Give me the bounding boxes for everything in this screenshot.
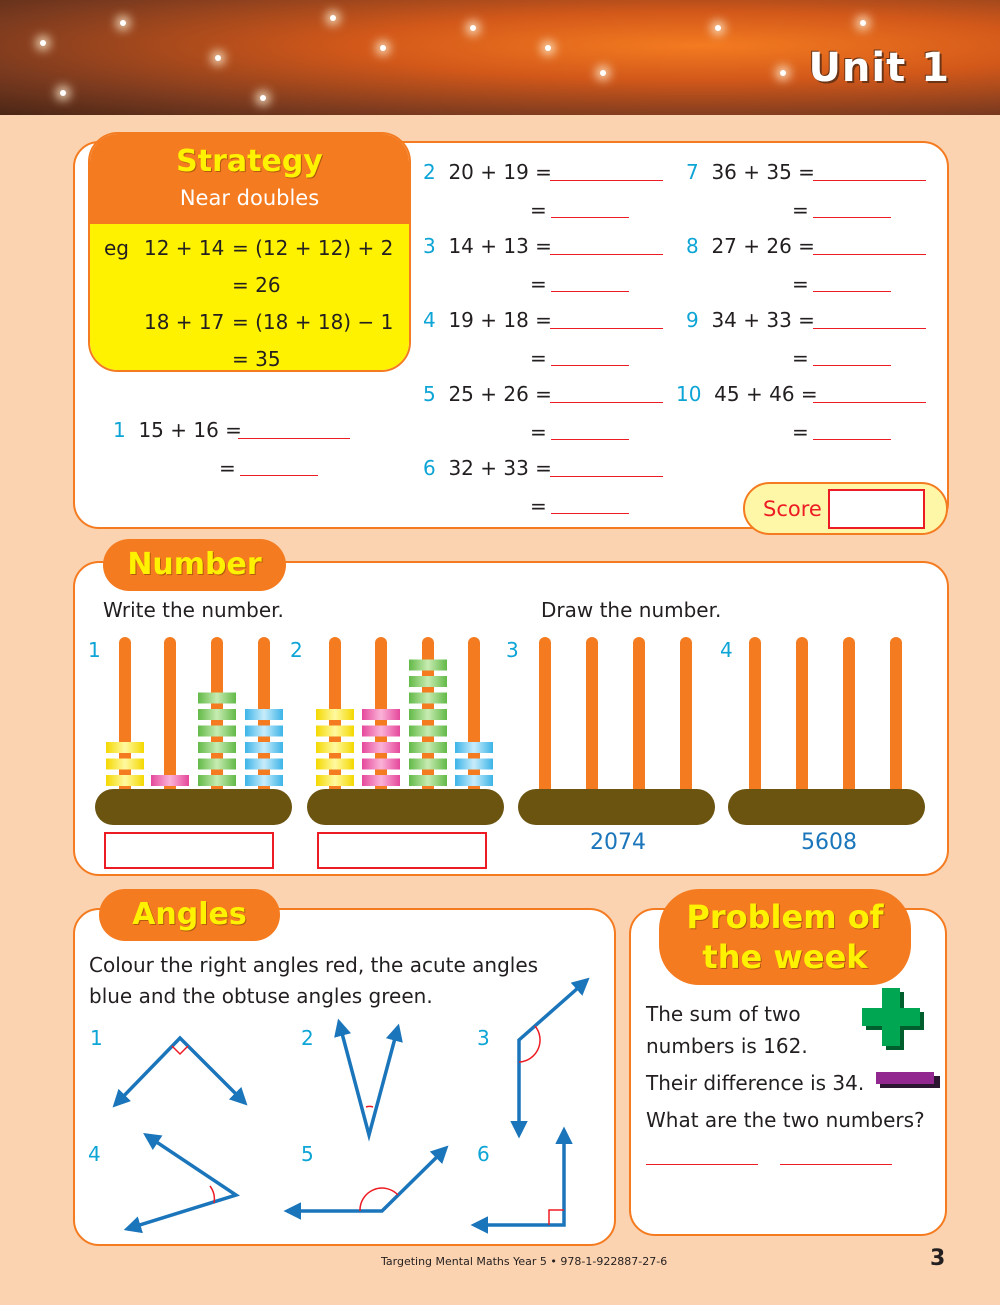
abacus-label: 2 [290, 638, 303, 662]
angle-label: 2 [301, 1026, 314, 1050]
problem-answer-line-2[interactable] [780, 1164, 892, 1165]
question-number: 2 [423, 160, 436, 184]
angle-3[interactable] [519, 980, 587, 1135]
minus-icon [876, 1072, 940, 1088]
angle-1[interactable] [115, 1038, 245, 1105]
angle-4[interactable] [127, 1135, 236, 1229]
example-step: = (12 + 12) + 2 [232, 236, 394, 260]
question-expression: 14 + 13 = [448, 234, 552, 258]
problem-tab [659, 889, 911, 985]
angle-5[interactable] [287, 1148, 446, 1211]
problem-answer-line-1[interactable] [646, 1164, 758, 1165]
problem-line-4: What are the two numbers? [646, 1108, 925, 1132]
angle-label: 3 [477, 1026, 490, 1050]
plus-icon [862, 988, 924, 1050]
draw-instruction: Draw the number. [541, 598, 722, 622]
angle-2[interactable] [339, 1022, 398, 1135]
question-number: 10 [676, 382, 702, 406]
write-instruction: Write the number. [103, 598, 284, 622]
question-expression: 27 + 26 = [711, 234, 815, 258]
question-expression: 34 + 33 = [711, 308, 815, 332]
unit-title: Unit 1 [808, 45, 950, 91]
problem-line-1: The sum of two [646, 1002, 801, 1026]
equals-sign: = [530, 198, 547, 222]
equals-sign: = [792, 198, 809, 222]
equals-sign: = [530, 494, 547, 518]
equals-sign: = [792, 272, 809, 296]
angles-instruction-line-2: blue and the obtuse angles green. [89, 984, 433, 1008]
example-step: = (18 + 18) − 1 [232, 310, 394, 334]
question-expression: 36 + 35 = [711, 160, 815, 184]
equals-sign: = [792, 346, 809, 370]
abacus-label: 3 [506, 638, 519, 662]
number-title: Number [127, 547, 262, 582]
question-expression: 19 + 18 = [448, 308, 552, 332]
angles-title: Angles [132, 897, 247, 932]
page-number: 3 [930, 1246, 946, 1271]
problem-line-2: numbers is 162. [646, 1034, 808, 1058]
question-number: 8 [686, 234, 699, 258]
strategy-subtitle: Near doubles [179, 186, 320, 210]
question-expression: 32 + 33 = [448, 456, 552, 480]
example-result: = 35 [232, 347, 281, 371]
problem-line-3: Their difference is 34. [646, 1071, 865, 1095]
equals-sign: = [792, 420, 809, 444]
problem-title-line-1: Problem of [686, 898, 884, 936]
score-label: Score [763, 497, 822, 521]
angle-label: 1 [90, 1026, 103, 1050]
question-number: 1 [113, 418, 126, 442]
abacus-label: 1 [88, 638, 101, 662]
question-expression: 25 + 26 = [448, 382, 552, 406]
abacus-label: 4 [720, 638, 733, 662]
angles-instruction-line-1: Colour the right angles red, the acute angles [89, 953, 539, 977]
question-number: 7 [686, 160, 699, 184]
question-expression: 45 + 46 = [714, 382, 818, 406]
equals-sign: = [530, 420, 547, 444]
question-expression: 20 + 19 = [448, 160, 552, 184]
equals-sign: = [530, 272, 547, 296]
example-expression: 12 + 14 [144, 236, 225, 260]
equals-sign: = [530, 346, 547, 370]
example-expression: 18 + 17 [144, 310, 225, 334]
equals-sign: = [219, 456, 236, 480]
example-result: = 26 [232, 273, 281, 297]
angle-label: 4 [88, 1142, 101, 1166]
draw-number-3: 2074 [590, 830, 646, 855]
problem-title-line-2: the week [702, 938, 868, 976]
question-number: 3 [423, 234, 436, 258]
question-expression: 15 + 16 = [138, 418, 242, 442]
angle-label: 5 [301, 1142, 314, 1166]
example-prefix: eg [104, 236, 129, 260]
question-number: 6 [423, 456, 436, 480]
plus-minus-icons [860, 982, 945, 1092]
question-number: 4 [423, 308, 436, 332]
strategy-title: Strategy [176, 144, 323, 179]
angle-label: 6 [477, 1142, 490, 1166]
question-number: 9 [686, 308, 699, 332]
question-number: 5 [423, 382, 436, 406]
angle-6[interactable] [474, 1130, 564, 1225]
draw-number-4: 5608 [801, 830, 857, 855]
footer-text: Targeting Mental Maths Year 5 • 978-1-922887-27-6 [381, 1255, 668, 1268]
